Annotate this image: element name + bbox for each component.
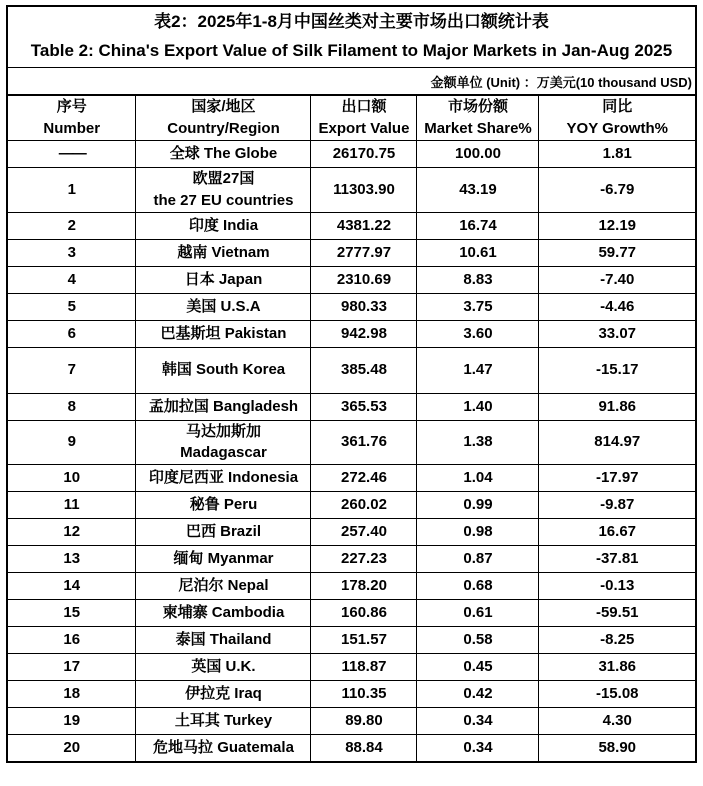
cell-country: 美国 U.S.A [136,293,311,320]
cell-number: 15 [7,600,136,627]
cell-yoy-growth: 58.90 [539,735,696,763]
table-row [7,239,696,266]
cell-country: 巴西 Brazil [136,519,311,546]
cell-yoy-growth: 59.77 [539,239,696,266]
cell-export-value: 160.86 [311,600,417,627]
cell-export-value: 980.33 [311,293,417,320]
cell-market-share: 0.42 [417,681,539,708]
cell-export-value: 257.40 [311,519,417,546]
col-header-country-zh: 国家/地区 [191,98,256,116]
cell-number: 10 [7,465,136,492]
cell-number: 12 [7,519,136,546]
table-row [7,320,696,347]
cell-export-value: 118.87 [311,654,417,681]
cell-market-share: 3.60 [417,320,539,347]
silk-export-table [6,5,697,763]
unit-note-row [7,68,696,96]
table-row [7,492,696,519]
col-header-country [136,95,311,141]
cell-number: 11 [7,492,136,519]
cell-market-share: 0.34 [417,708,539,735]
cell-market-share: 1.04 [417,465,539,492]
cell-number: 2 [7,212,136,239]
cell-number: 8 [7,393,136,420]
cell-number: 17 [7,654,136,681]
cell-yoy-growth: 814.97 [539,420,696,465]
cell-market-share: 1.38 [417,420,539,465]
cell-market-share: 16.74 [417,212,539,239]
cell-number: 19 [7,708,136,735]
cell-market-share: 0.99 [417,492,539,519]
cell-export-value: 942.98 [311,320,417,347]
cell-number: 14 [7,573,136,600]
cell-yoy-growth: 12.19 [539,212,696,239]
cell-number: 4 [7,266,136,293]
col-header-export-value [311,95,417,141]
cell-country: 韩国 South Korea [136,347,311,393]
col-header-yoy-growth-zh: 同比 [602,98,633,116]
cell-yoy-growth: -15.08 [539,681,696,708]
cell-market-share: 3.75 [417,293,539,320]
cell-country: 欧盟27国 the 27 EU countries [136,168,311,213]
cell-number: 9 [7,420,136,465]
cell-country: 日本 Japan [136,266,311,293]
cell-market-share: 0.98 [417,519,539,546]
cell-yoy-growth: 1.81 [539,141,696,168]
cell-number: 1 [7,168,136,213]
cell-number: 3 [7,239,136,266]
cell-country: 全球 The Globe [136,141,311,168]
cell-number [7,141,136,168]
col-header-export-value-zh: 出口额 [341,98,387,116]
cell-country: 柬埔寨 Cambodia [136,600,311,627]
table-row [7,420,696,465]
cell-yoy-growth: 33.07 [539,320,696,347]
cell-market-share: 8.83 [417,266,539,293]
table-row [7,681,696,708]
table-row [7,347,696,393]
cell-export-value: 385.48 [311,347,417,393]
col-header-market-share-zh: 市场份额 [447,98,508,116]
cell-number: 5 [7,293,136,320]
cell-number: 20 [7,735,136,763]
cell-number: 16 [7,627,136,654]
cell-country: 伊拉克 Iraq [136,681,311,708]
cell-country: 缅甸 Myanmar [136,546,311,573]
cell-country: 泰国 Thailand [136,627,311,654]
cell-market-share: 0.61 [417,600,539,627]
table-row [7,654,696,681]
table-row [7,266,696,293]
cell-export-value: 151.57 [311,627,417,654]
cell-market-share: 0.45 [417,654,539,681]
cell-export-value: 89.80 [311,708,417,735]
col-header-country-en: Country/Region [167,120,280,137]
cell-market-share: 43.19 [417,168,539,213]
cell-country: 巴基斯坦 Pakistan [136,320,311,347]
cell-export-value: 272.46 [311,465,417,492]
cell-market-share: 1.47 [417,347,539,393]
cell-export-value: 88.84 [311,735,417,763]
table-row [7,141,696,168]
cell-export-value: 2777.97 [311,239,417,266]
cell-number: 7 [7,347,136,393]
cell-export-value: 4381.22 [311,212,417,239]
cell-yoy-growth: 4.30 [539,708,696,735]
cell-export-value: 11303.90 [311,168,417,213]
cell-yoy-growth: 31.86 [539,654,696,681]
col-header-number [7,95,136,141]
cell-yoy-growth: 16.67 [539,519,696,546]
table-row [7,168,696,213]
cell-yoy-growth: -9.87 [539,492,696,519]
cell-number: 13 [7,546,136,573]
cell-market-share: 100.00 [417,141,539,168]
cell-yoy-growth: -59.51 [539,600,696,627]
table-title-en: Table 2: China's Export Value of Silk Filament to Major Markets in Jan-Aug 2025 [30,41,673,60]
cell-country: 印度 India [136,212,311,239]
cell-number: 18 [7,681,136,708]
title-row [7,6,696,68]
col-header-market-share-en: Market Share% [424,120,532,137]
table-body [7,141,696,763]
table-row [7,519,696,546]
cell-export-value: 2310.69 [311,266,417,293]
cell-market-share: 10.61 [417,239,539,266]
header-row [7,95,696,141]
table-row [7,627,696,654]
col-header-yoy-growth [539,95,696,141]
table-row [7,212,696,239]
cell-market-share: 0.68 [417,573,539,600]
cell-country: 秘鲁 Peru [136,492,311,519]
cell-export-value: 365.53 [311,393,417,420]
cell-export-value: 26170.75 [311,141,417,168]
table-row [7,465,696,492]
cell-yoy-growth: -37.81 [539,546,696,573]
cell-export-value: 260.02 [311,492,417,519]
col-header-number-zh: 序号 [56,98,87,116]
cell-market-share: 0.34 [417,735,539,763]
cell-country: 印度尼西亚 Indonesia [136,465,311,492]
table-title-zh: 表2：2025年1-8月中国丝类对主要市场出口额统计表 [154,12,549,32]
cell-market-share: 1.40 [417,393,539,420]
globe-dash: —— [58,145,85,163]
table-title [7,6,696,68]
table-row [7,393,696,420]
cell-country: 土耳其 Turkey [136,708,311,735]
col-header-market-share [417,95,539,141]
col-header-number-en: Number [43,120,101,137]
cell-country: 孟加拉国 Bangladesh [136,393,311,420]
cell-export-value: 227.23 [311,546,417,573]
cell-yoy-growth: -6.79 [539,168,696,213]
cell-country: 尼泊尔 Nepal [136,573,311,600]
cell-country: 越南 Vietnam [136,239,311,266]
cell-export-value: 178.20 [311,573,417,600]
table-row [7,600,696,627]
table-row [7,573,696,600]
cell-country: 英国 U.K. [136,654,311,681]
table-row [7,546,696,573]
unit-note: 金额单位 (Unit) ：万美元(10 thousand USD) [7,68,696,96]
cell-yoy-growth: -17.97 [539,465,696,492]
cell-yoy-growth: -8.25 [539,627,696,654]
col-header-yoy-growth-en: YOY Growth% [566,120,668,137]
cell-yoy-growth: 91.86 [539,393,696,420]
cell-country: 危地马拉 Guatemala [136,735,311,763]
cell-yoy-growth: -0.13 [539,573,696,600]
col-header-export-value-en: Export Value [318,120,410,137]
table-row [7,708,696,735]
cell-country: 马达加斯加 Madagascar [136,420,311,465]
table-row [7,735,696,763]
cell-yoy-growth: -4.46 [539,293,696,320]
cell-market-share: 0.58 [417,627,539,654]
cell-number: 6 [7,320,136,347]
cell-export-value: 361.76 [311,420,417,465]
cell-yoy-growth: -15.17 [539,347,696,393]
cell-export-value: 110.35 [311,681,417,708]
table-row [7,293,696,320]
cell-yoy-growth: -7.40 [539,266,696,293]
cell-market-share: 0.87 [417,546,539,573]
